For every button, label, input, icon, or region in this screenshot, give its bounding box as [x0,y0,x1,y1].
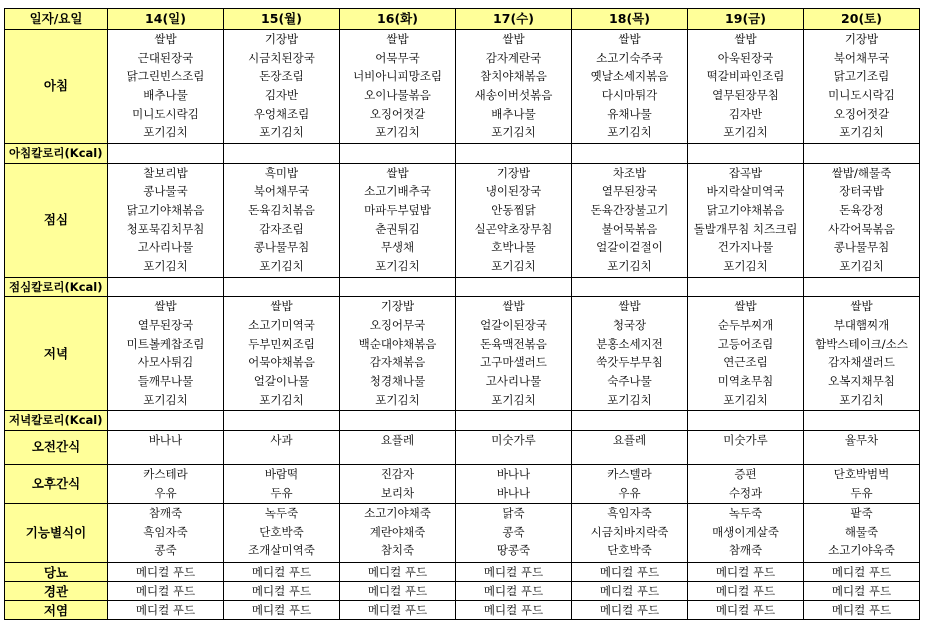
menu-item: 호박나물 [491,240,536,255]
snack-cell [340,465,456,504]
menu-item: 감자채샐러드 [828,355,895,370]
menu-item: 찰보리밥 [143,165,188,180]
snack-cell [572,465,688,504]
menu-item: 포기김치 [839,125,884,140]
menu-item: 아욱된장국 [717,50,774,65]
diet-cell: 메디컬 푸드 [688,582,804,601]
menu-item: 닭고기야채볶음 [706,203,785,218]
day-header-thu: 18(목) [572,9,688,30]
menu-item: 포기김치 [839,259,884,274]
menu-cell [688,30,804,144]
snack-cell: 요플레 [572,431,688,465]
menu-item: 열무된장국 [601,184,658,199]
meal-breakfast-row [5,30,920,144]
menu-item: 쌀밥 [734,299,757,314]
menu-item: 얼갈이나물 [253,374,310,389]
menu-item: 백순대야채볶음 [358,336,437,351]
menu-item: 돈육강정 [839,203,884,218]
menu-item: 닭그린빈스조림 [126,69,205,84]
menu-cell [804,30,920,144]
menu-item: 포기김치 [491,392,536,407]
menu-item: 닭죽 [502,506,525,521]
menu-item: 어묵야채볶음 [248,355,315,370]
meal-breakfast-calorie-label: 아침칼로리(Kcal) [5,144,108,164]
menu-item: 쌀밥 [502,299,525,314]
day-header-wed: 17(수) [456,9,572,30]
menu-item: 안동찜닭 [491,203,536,218]
menu-cell [456,30,572,144]
menu-item: 쌀밥 [734,32,757,46]
calorie-cell [804,277,920,297]
menu-item: 소고기야욱죽 [828,543,895,558]
menu-item: 함박스테이크/소스 [815,336,908,351]
menu-item: 땅콩죽 [496,543,531,558]
menu-item: 차조밥 [612,165,647,180]
calorie-cell [224,411,340,431]
menu-item: 소고기야채죽 [364,506,431,521]
calorie-cell [456,411,572,431]
menu-cell [224,30,340,144]
morning-snack-row [5,431,920,465]
menu-cell [572,30,688,144]
menu-item: 쌀밥 [618,299,641,314]
menu-item: 기장밥 [496,165,531,180]
menu-item: 미트볼케찹조림 [126,336,205,351]
menu-item: 얼갈이된장국 [480,318,547,333]
menu-item: 사각어묵볶음 [828,221,895,236]
menu-item: 쌀밥 [502,32,525,46]
calorie-cell [340,411,456,431]
menu-item: 건가지나물 [717,240,774,255]
menu-item: 두부민찌조림 [248,336,315,351]
menu-item: 콩죽 [502,524,525,539]
menu-item: 다시마튀각 [601,88,658,103]
snack-cell: 요플레 [340,431,456,465]
menu-item: 시금치된장국 [248,50,315,65]
menu-item: 김자반 [264,88,299,103]
meal-breakfast-label: 아침 [5,30,108,144]
menu-item: 콩죽 [154,543,177,558]
meal-lunch-label: 점심 [5,163,108,277]
menu-cell [456,163,572,277]
menu-item: 배추나물 [143,88,188,103]
menu-item: 쌀밥 [154,32,177,46]
menu-item: 쌀밥 [386,165,409,180]
day-header-sat: 20(토) [804,9,920,30]
diet-cell: 메디컬 푸드 [340,563,456,582]
diet-cell: 메디컬 푸드 [108,563,224,582]
menu-item: 포기김치 [723,392,768,407]
menu-item: 바나나 [496,485,531,500]
menu-item: 감자조림 [259,221,304,236]
weekly-meal-table [4,8,920,620]
special-diet-row [5,601,920,620]
date-weekday-header: 일자/요일 [5,9,108,30]
menu-cell [224,297,340,411]
menu-item: 포기김치 [259,125,304,140]
snack-cell: 사과 [224,431,340,465]
menu-item: 해물죽 [844,524,879,539]
menu-item: 바나나 [496,467,531,482]
menu-item: 미니도시락김 [132,106,199,121]
menu-item: 포기김치 [375,392,420,407]
menu-item: 우엉채조림 [253,106,310,121]
menu-item: 오징어젓갈 [369,106,426,121]
menu-item: 순두부찌개 [717,318,774,333]
menu-item: 돈장조림 [259,69,304,84]
menu-item: 돌발개무침 치즈크림 [693,221,798,236]
calorie-cell [456,277,572,297]
menu-item: 참치야채볶음 [480,69,547,84]
diet-cell: 메디컬 푸드 [224,601,340,620]
menu-item: 단호박죽 [259,524,304,539]
menu-item: 돈육김치볶음 [248,203,315,218]
menu-item: 닭고기조림 [833,69,890,84]
menu-item: 고등어조림 [717,336,774,351]
menu-item: 분홍소세지전 [596,336,663,351]
functional-diet-row [5,504,920,563]
menu-item: 단호박죽 [607,543,652,558]
menu-item: 돈육맥전볶음 [480,336,547,351]
menu-item: 쌀밥 [270,299,293,314]
menu-cell [340,297,456,411]
calorie-cell [340,277,456,297]
menu-item: 흑미밥 [264,165,299,180]
menu-item: 포기김치 [143,392,188,407]
menu-item: 참깨죽 [728,543,763,558]
menu-item: 마파두부덮밥 [364,203,431,218]
menu-cell [108,163,224,277]
menu-item: 쑥갓두부무침 [596,355,663,370]
menu-item: 감자계란국 [485,50,542,65]
menu-item: 미역초무침 [717,374,774,389]
menu-item: 김자반 [728,106,763,121]
menu-cell [340,30,456,144]
menu-item: 북어채무국 [833,50,890,65]
menu-item: 포기김치 [607,259,652,274]
menu-item: 쌀밥 [154,299,177,314]
diet-cell: 메디컬 푸드 [224,582,340,601]
porridge-cell [688,504,804,563]
menu-item: 연근조림 [723,355,768,370]
menu-item: 포기김치 [143,259,188,274]
meal-dinner-calorie-row [5,411,920,431]
menu-cell [224,163,340,277]
menu-item: 포기김치 [839,392,884,407]
menu-cell [804,163,920,277]
menu-item: 콩나물국 [143,184,188,199]
menu-cell [108,30,224,144]
menu-item: 실곤약초장무침 [474,221,553,236]
snack-cell: 미숫가루 [456,431,572,465]
day-header-mon: 15(월) [224,9,340,30]
menu-item: 오징어무국 [369,318,426,333]
menu-item: 감자채볶음 [369,355,426,370]
menu-item: 시금치바지락죽 [590,524,669,539]
menu-item: 새송이버섯볶음 [474,88,553,103]
menu-item: 옛날소세지볶음 [590,69,669,84]
snack-cell [108,465,224,504]
special-diet-row [5,563,920,582]
menu-item: 포기김치 [259,392,304,407]
morning-snack-label: 오전간식 [5,431,108,465]
menu-item: 열무된장국 [137,318,194,333]
meal-lunch-row [5,163,920,277]
calorie-cell [804,411,920,431]
menu-item: 사모사튀김 [137,355,194,370]
menu-item: 기장밥 [264,32,299,46]
calorie-cell [804,144,920,164]
menu-item: 근대된장국 [137,50,194,65]
menu-item: 포기김치 [259,259,304,274]
menu-item: 오이나물볶음 [364,88,431,103]
calorie-cell [688,411,804,431]
porridge-cell [108,504,224,563]
diet-cell: 메디컬 푸드 [456,601,572,620]
functional-diet-label: 기능별식이 [5,504,108,563]
menu-item: 냉이된장국 [485,184,542,199]
menu-item: 포기김치 [375,259,420,274]
menu-item: 배추나물 [491,106,536,121]
menu-item: 팥죽 [850,506,873,521]
meal-dinner-calorie-label: 저녁칼로리(Kcal) [5,411,108,431]
calorie-cell [224,144,340,164]
porridge-cell [804,504,920,563]
calorie-cell [688,277,804,297]
menu-item: 불어묵볶음 [601,221,658,236]
menu-cell [804,297,920,411]
menu-item: 어묵무국 [375,50,420,65]
menu-item: 돈육간장불고기 [590,203,669,218]
day-header-tue: 16(화) [340,9,456,30]
diet-cell: 메디컬 푸드 [572,563,688,582]
menu-item: 흑임자죽 [607,506,652,521]
menu-item: 포기김치 [491,125,536,140]
diet-cell: 메디컬 푸드 [224,563,340,582]
menu-item: 얼갈이겉절이 [596,240,663,255]
menu-item: 기장밥 [844,32,879,46]
menu-item: 포기김치 [607,125,652,140]
menu-item: 바람떡 [264,467,299,482]
calorie-cell [108,144,224,164]
meal-lunch-calorie-row [5,277,920,297]
calorie-cell [224,277,340,297]
menu-item: 참깨죽 [148,506,183,521]
menu-item: 청포묵김치무침 [126,221,205,236]
menu-item: 소고기미역국 [248,318,315,333]
menu-item: 북어채무국 [253,184,310,199]
menu-item: 장터국밥 [839,184,884,199]
menu-item: 소고기배추국 [364,184,431,199]
menu-cell [456,297,572,411]
menu-item: 카스텔라 [607,467,652,482]
calorie-cell [456,144,572,164]
snack-cell [804,465,920,504]
meal-lunch-calorie-label: 점심칼로리(Kcal) [5,277,108,297]
menu-item: 쌀밥 [618,32,641,46]
calorie-cell [340,144,456,164]
menu-item: 매생이게살죽 [712,524,779,539]
diet-cell: 메디컬 푸드 [340,582,456,601]
diet-cell: 메디컬 푸드 [572,601,688,620]
special-diet-label: 저염 [5,601,108,620]
menu-item: 무생채 [380,240,415,255]
menu-item: 포기김치 [723,125,768,140]
menu-item: 떡갈비파인조림 [706,69,785,84]
porridge-cell [340,504,456,563]
menu-cell [688,297,804,411]
menu-item: 부대햄찌개 [833,318,890,333]
menu-item: 쌀밥 [386,32,409,46]
menu-item: 두유 [850,485,873,500]
meal-dinner-row [5,297,920,411]
day-header-sun: 14(일) [108,9,224,30]
calorie-cell [572,277,688,297]
menu-item: 진감자 [380,467,415,482]
menu-item: 오징어젓갈 [833,106,890,121]
menu-item: 녹두죽 [728,506,763,521]
menu-item: 포기김치 [375,125,420,140]
menu-item: 증편 [734,467,757,482]
snack-cell: 율무차 [804,431,920,465]
diet-cell: 메디컬 푸드 [688,563,804,582]
menu-cell [688,163,804,277]
menu-item: 흑임자죽 [143,524,188,539]
day-header-fri: 19(금) [688,9,804,30]
menu-item: 춘권튀김 [375,221,420,236]
calorie-cell [108,277,224,297]
menu-item: 잡곡밥 [728,165,763,180]
menu-item: 계란야채죽 [369,524,426,539]
menu-cell [108,297,224,411]
diet-cell: 메디컬 푸드 [804,563,920,582]
menu-item: 포기김치 [607,392,652,407]
menu-item: 바지락살미역국 [706,184,785,199]
diet-cell: 메디컬 푸드 [456,582,572,601]
meal-breakfast-calorie-row [5,144,920,164]
menu-item: 들깨무나물 [137,374,194,389]
menu-item: 고사리나물 [485,374,542,389]
menu-item: 우유 [154,485,177,500]
porridge-cell [572,504,688,563]
menu-item: 쌀밥/해물죽 [831,165,892,180]
diet-cell: 메디컬 푸드 [804,582,920,601]
menu-item: 오복지채무침 [828,374,895,389]
menu-item: 기장밥 [380,299,415,314]
menu-cell [572,163,688,277]
special-diet-label: 당뇨 [5,563,108,582]
afternoon-snack-label: 오후간식 [5,465,108,504]
menu-cell [340,163,456,277]
diet-cell: 메디컬 푸드 [572,582,688,601]
menu-item: 포기김치 [143,125,188,140]
special-diet-row [5,582,920,601]
diet-cell: 메디컬 푸드 [688,601,804,620]
afternoon-snack-row [5,465,920,504]
calorie-cell [688,144,804,164]
menu-item: 숙주나물 [607,374,652,389]
menu-item: 두유 [270,485,293,500]
diet-cell: 메디컬 푸드 [804,601,920,620]
menu-item: 보리차 [380,485,415,500]
menu-item: 너비아니피망조림 [353,69,442,84]
menu-item: 청국장 [612,318,647,333]
menu-item: 단호박범벅 [833,467,890,482]
menu-item: 콩나물무침 [833,240,890,255]
menu-item: 미니도시락김 [828,88,895,103]
menu-item: 수정과 [728,485,763,500]
diet-cell: 메디컬 푸드 [456,563,572,582]
diet-cell: 메디컬 푸드 [108,582,224,601]
menu-item: 청경채나물 [369,374,426,389]
menu-cell [572,297,688,411]
diet-cell: 메디컬 푸드 [108,601,224,620]
menu-item: 콩나물무침 [253,240,310,255]
header-row [5,9,920,30]
porridge-cell [224,504,340,563]
meal-dinner-label: 저녁 [5,297,108,411]
calorie-cell [572,411,688,431]
snack-cell: 미숫가루 [688,431,804,465]
menu-item: 우유 [618,485,641,500]
menu-item: 열무된장무침 [712,88,779,103]
snack-cell: 바나나 [108,431,224,465]
menu-item: 유채나물 [607,106,652,121]
porridge-cell [456,504,572,563]
menu-item: 녹두죽 [264,506,299,521]
snack-cell [688,465,804,504]
menu-item: 고사리나물 [137,240,194,255]
snack-cell [456,465,572,504]
menu-item: 고구마샐러드 [480,355,547,370]
menu-item: 카스테라 [143,467,188,482]
menu-item: 참치죽 [380,543,415,558]
menu-item: 포기김치 [491,259,536,274]
menu-item: 조개살미역죽 [248,543,315,558]
menu-item: 포기김치 [723,259,768,274]
special-diet-label: 경관 [5,582,108,601]
menu-item: 닭고기야채볶음 [126,203,205,218]
snack-cell [224,465,340,504]
calorie-cell [108,411,224,431]
menu-item: 소고기숙주국 [596,50,663,65]
calorie-cell [572,144,688,164]
diet-cell: 메디컬 푸드 [340,601,456,620]
menu-item: 쌀밥 [850,299,873,314]
